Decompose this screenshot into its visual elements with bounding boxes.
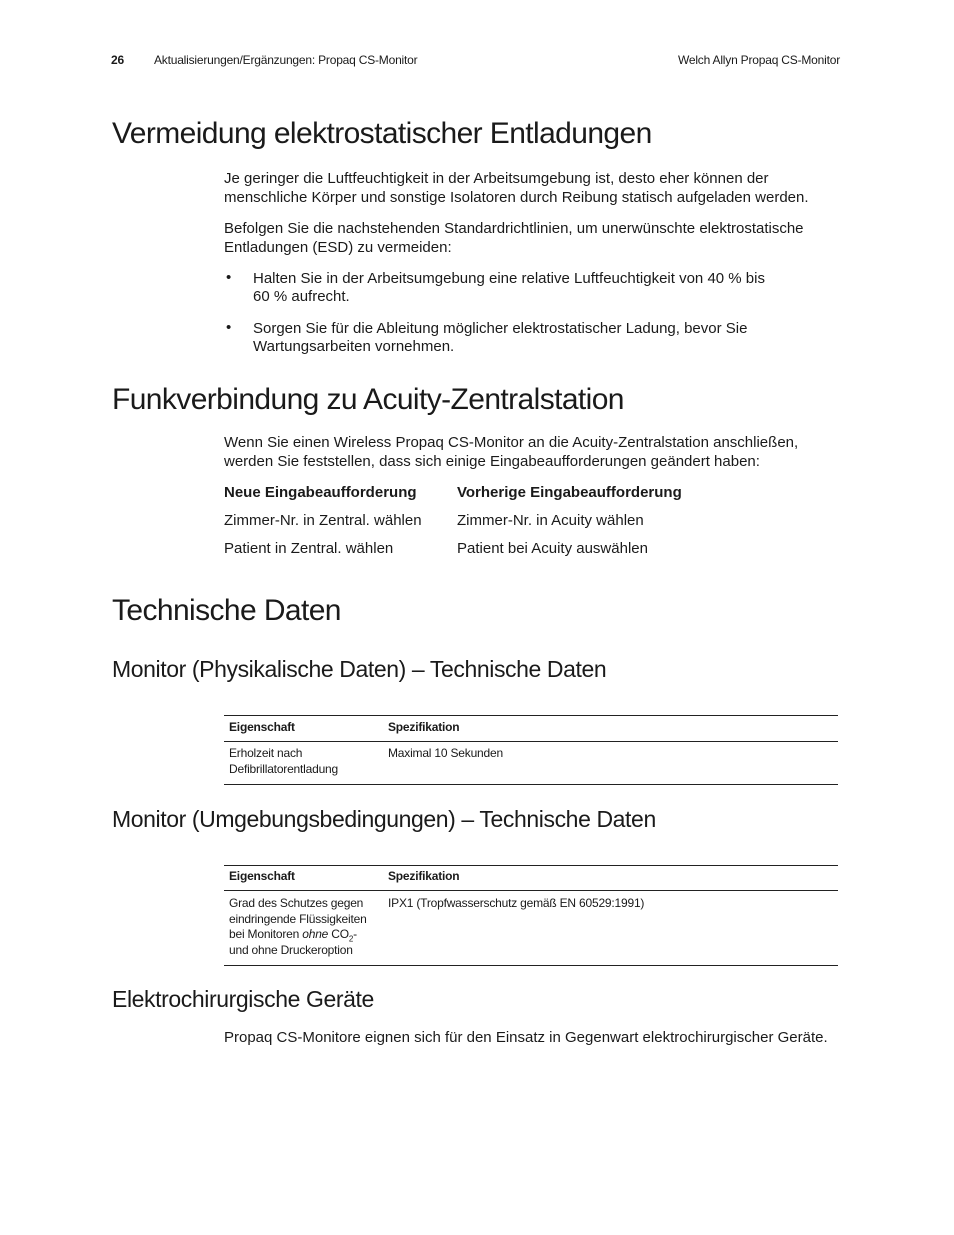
environment-col-spec: Spezifikation [388,869,460,883]
wireless-para-line1: Wenn Sie einen Wireless Propaq CS-Monitor an die Acuity-Zentralstation anschließen, [224,434,799,451]
physical-property-line2: Defibrillatorentladung [229,762,339,776]
table-rule-top [224,715,838,716]
bullet1-line1: Halten Sie in der Arbeitsumgebung eine relative Luftfeuchtigkeit von 40 % bis [253,270,765,287]
col-header-old-prompt: Vorherige Eingabeaufforderung [457,484,682,501]
environment-property-line1: Grad des Schutzes gegen [229,896,364,910]
electrosurgical-para: Propaq CS-Monitore eignen sich für den Einsatz in Gegenwart elektrochirurgischer Geräte. [224,1029,828,1046]
bullet1-line2: 60 % aufrecht. [253,288,350,305]
table-rule-header [224,890,838,891]
col-header-new-prompt: Neue Eingabeaufforderung [224,484,417,501]
esd-heading: Vermeidung elektrostatischer Entladungen [112,117,652,150]
physical-col-spec: Spezifikation [388,720,460,734]
bullet-marker: • [226,269,232,286]
running-header-left: Aktualisierungen/Ergänzungen: Propaq CS-Monitor [154,53,418,67]
wireless-para-line2: werden Sie feststellen, dass sich einige Eingabeaufforderungen geändert haben: [224,453,760,470]
prompt-old-cell: Zimmer-Nr. in Acuity wählen [457,512,644,529]
environment-property-line3: bei Monitoren ohne $CO_2-$ [229,927,357,944]
bullet-marker: • [226,319,232,336]
esd-para1-line1: Je geringer die Luftfeuchtigkeit in der Arbeitsumgebung ist, desto eher können der [224,170,769,187]
electrosurgical-heading: Elektrochirurgische Geräte [112,986,374,1012]
running-header-right: Welch Allyn Propaq CS-Monitor [677,53,840,67]
table-rule-top [224,865,838,866]
prompt-new-cell: Zimmer-Nr. in Zentral. wählen [224,512,422,529]
physical-heading: Monitor (Physikalische Daten) – Technische Daten [112,656,607,682]
tech-heading: Technische Daten [112,594,341,627]
environment-property-line4: und ohne Druckeroption [229,943,353,957]
physical-property-line1: Erholzeit nach [229,746,303,760]
table-rule-bottom [224,784,838,785]
esd-para2-line2: Entladungen (ESD) zu vermeiden: [224,239,452,256]
prompt-old-cell: Patient bei Acuity auswählen [457,540,648,557]
environment-property-line2: eindringende Flüssigkeiten [229,912,367,926]
table-rule-bottom [224,965,838,966]
bullet2-line1: Sorgen Sie für die Ableitung möglicher elektrostatischer Ladung, bevor Sie [253,320,748,337]
bullet2-line2: Wartungsarbeiten vornehmen. [253,338,455,355]
environment-col-property: Eigenschaft [229,869,295,883]
page-number: 26 [111,53,124,67]
esd-para1-line2: menschliche Körper und sonstige Isolatoren durch Reibung statisch aufgeladen werden. [224,189,809,206]
prompt-new-cell: Patient in Zentral. wählen [224,540,394,557]
table-rule-header [224,741,838,742]
environment-heading: Monitor (Umgebungsbedingungen) – Technische Daten [112,806,656,832]
environment-spec: IPX1 (Tropfwasserschutz gemäß EN 60529:1991) [388,896,645,910]
physical-col-property: Eigenschaft [229,720,295,734]
physical-spec: Maximal 10 Sekunden [388,746,503,760]
wireless-heading: Funkverbindung zu Acuity-Zentralstation [112,383,624,416]
esd-para2-line1: Befolgen Sie die nachstehenden Standardrichtlinien, um unerwünschte elektrostatische [224,220,804,237]
